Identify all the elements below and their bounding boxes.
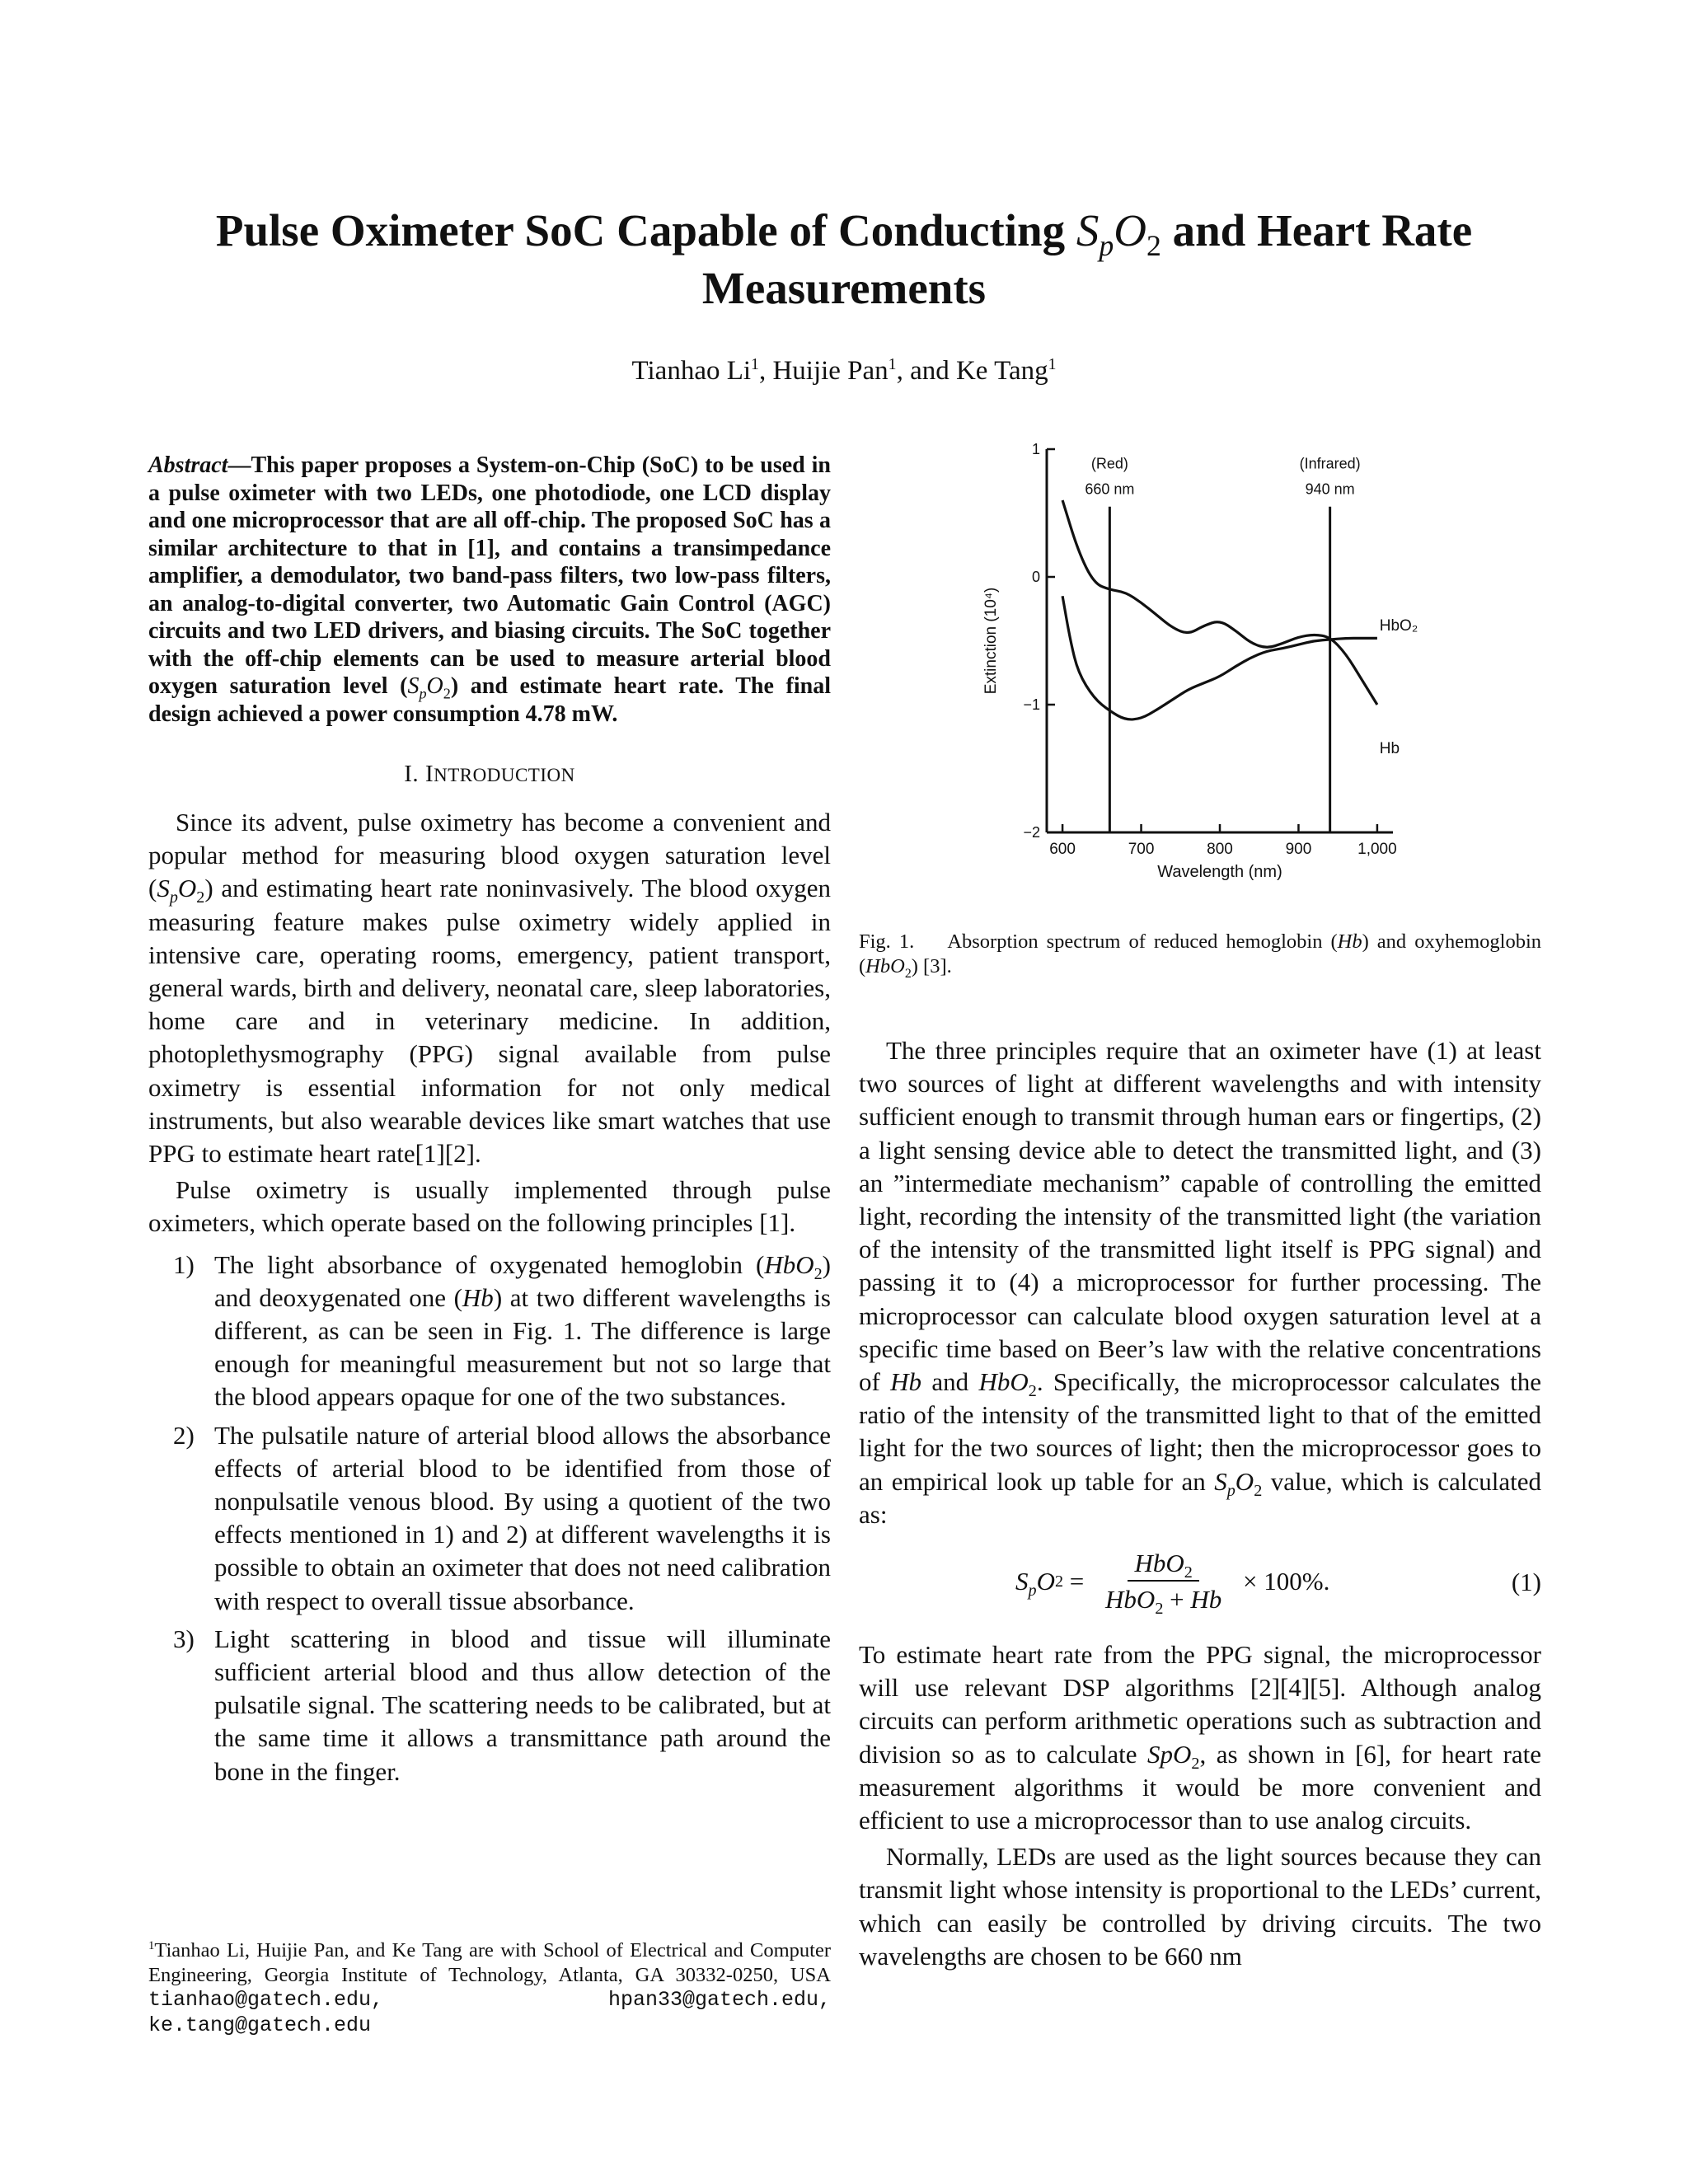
- section-heading-introduction: I. INTRODUCTION: [404, 761, 575, 787]
- series-label-hb: Hb: [1379, 739, 1400, 757]
- left-column: [148, 452, 831, 1793]
- y-tick-label: −1: [1023, 696, 1040, 713]
- x-tick-label: 600: [1049, 841, 1076, 858]
- right-column: [859, 1034, 1541, 1973]
- author-name: Ke Tang: [955, 356, 1048, 386]
- equation-fraction: $\frac{HbO_2}{HbO_2 + Hb}$: [1105, 1549, 1222, 1619]
- x-axis-label: Wavelength (nm): [1157, 863, 1282, 881]
- author-name: Tianhao Li: [631, 356, 752, 386]
- y-tick-label: 0: [1031, 569, 1040, 585]
- paper-title: [132, 202, 1556, 317]
- series-label-hbo2: HbO₂: [1379, 617, 1418, 635]
- y-tick-label: 1: [1031, 441, 1040, 457]
- intro-paragraph-1: Since its advent, pulse oximetry has become a convenient and popular method for measuring blood oxygen saturation level $(S_pO_2)$ and estimating heart rate noninvasively. The blood oxygen measuring feature makes pulse oximetry widely applied in intensive care, operating rooms, emergency, patient transport, general wards, birth and delivery, neonatal care, sleep laboratories, home care and in veterinary medicine. In addition, photoplethysmography (PPG) signal available from pulse oximetry is essential information for not only medical instruments, but also wearable devices like smart watches that use PPG to estimate heart rate[1][2].: [148, 808, 831, 1169]
- marker-label-bottom: 660 nm: [1085, 480, 1135, 498]
- principles-list: [148, 1249, 831, 1788]
- y-tick-label: −2: [1023, 824, 1040, 841]
- figure-1: [981, 437, 1426, 898]
- equation-1: [859, 1540, 1541, 1627]
- marker-label-bottom: 940 nm: [1305, 480, 1355, 498]
- x-tick-label: 1,000: [1357, 841, 1397, 858]
- body-paragraph: The three principles require that an oximeter have (1) at least two sources of light at different wavelengths and with intensity sufficient enough to transmit through human ears or fingertips, (2) a light sensing device able to detect the transmitted light, and (3) an ”intermediate mechanism” capable of controlling the emitted light, recording the intensity of the transmitted light (the variation of the intensity of the transmitted light itself is PPG signal) and passing it to (4) a microprocessor for further processing. The microprocessor can calculate blood oxygen saturation level at a specific time based on Beer’s law with the relative concentrations of Hb and HbO$_2$. Specifically, the microprocessor calculates the ratio of the intensity of the transmitted light to that of the emitted light for the two sources of light; then the microprocessor goes to an empirical look up table for an $S_pO_2$ value, which is calculated as:: [859, 1036, 1542, 1529]
- figure-label: Fig. 1.: [859, 930, 915, 953]
- x-tick-label: 900: [1285, 841, 1312, 858]
- marker-label-top: (Red): [1090, 455, 1128, 472]
- affiliation-footnote: $^1$Tianhao Li, Huijie Pan, and Ke Tang are with School of Electrical and Computer Engineering, Georgia Institute of Technology, Atlanta, GA 30332-0250, USA tianhao@gatech.edu, hpan33@gatech.edu, ke.tang@gatech.edu: [148, 1938, 831, 2037]
- title-line-2: Measurements: [701, 263, 987, 313]
- email-link[interactable]: ke.tang@gatech.edu: [148, 2013, 372, 2037]
- abstract: Abstract—This paper proposes a System-on-Chip (SoC) to be used in a pulse oximeter with two LEDs, one photodiode, one LCD display and one microprocessor that are all off-chip. The proposed SoC has a similar architecture to that in [1], and contains a transimpedance amplifier, a demodulator, two band-pass filters, two low-pass filters, an analog-to-digital converter, two Automatic Gain Control (AGC) circuits and two LED drivers, and biasing circuits. The SoC together with the off-chip elements can be used to measure arterial blood oxygen saturation level $(S_pO_2)$ and estimate heart rate. The final design achieved a power consumption 4.78 mW.: [148, 452, 831, 727]
- equation-body: $S_pO$ 2 = $\frac{HbO_2}{HbO_2 + Hb}$ × 100%.: [1015, 1549, 1330, 1619]
- title-line-1: Pulse Oximeter SoC Capable of Conducting $S_pO_2$ and Heart Rate: [215, 205, 1473, 262]
- y-axis-label: Extinction (10⁴): [982, 587, 1000, 695]
- intro-paragraph-2: Pulse oximetry is usually implemented through pulse oximeters, which operate based on the following principles [1].: [148, 1175, 831, 1238]
- email-link[interactable]: hpan33@gatech.edu: [607, 1988, 818, 2012]
- body-paragraph: Normally, LEDs are used as the light sources because they can transmit light whose intensity is proportional to the LEDs’ current, which can easily be controlled by driving circuits. The two wavelengths are chosen to be 660 nm: [859, 1842, 1541, 1971]
- author-list: Tianhao Li$^1$, Huijie Pan$^1$, and Ke Tang$^1$: [631, 355, 1057, 386]
- list-item: 3) Light scattering in blood and tissue will illuminate sufficient arterial blood and thus allow detection of the pulsatile signal. The scattering needs to be calibrated, but at the same time it allows a transmittance path around the bone in the finger.: [173, 1624, 831, 1786]
- list-item: 2) The pulsatile nature of arterial blood allows the absorbance effects of arterial blood to be identified from those of nonpulsatile venous blood. By using a quotient of the two effects mentioned in 1) and 2) at different wavelengths it is possible to obtain an oximeter that does not need calibration with respect to overall tissue absorbance.: [173, 1420, 831, 1615]
- equation-number: (1): [1511, 1568, 1541, 1597]
- x-tick-label: 700: [1128, 841, 1155, 858]
- x-tick-label: 800: [1207, 841, 1233, 858]
- author-name: Huijie Pan: [772, 356, 889, 386]
- body-paragraph: To estimate heart rate from the PPG signal, the microprocessor will use relevant DSP algorithms [2][4][5]. Although analog circuits can perform arithmetic operations such as subtraction and division so as to calculate SpO$_2$, as shown in [6], for heart rate measurement algorithms it would be more convenient and efficient to use a microprocessor than to use analog circuits.: [859, 1640, 1541, 1835]
- marker-label-top: (Infrared): [1299, 455, 1361, 472]
- email-link[interactable]: tianhao@gatech.edu: [148, 1988, 372, 2012]
- list-item: 1) The light absorbance of oxygenated hemoglobin (HbO$_2$) and deoxygenated one (Hb) at two different wavelengths is different, as can be seen in Fig. 1. The difference is large enough for meaningful measurement but not so large that the blood appears opaque for one of the two substances.: [173, 1249, 831, 1412]
- figure-1-caption: Fig. 1. Absorption spectrum of reduced hemoglobin (Hb) and oxyhemoglobin (HbO$_2$) [3].: [859, 930, 1542, 981]
- absorption-spectrum-chart: [981, 437, 1426, 898]
